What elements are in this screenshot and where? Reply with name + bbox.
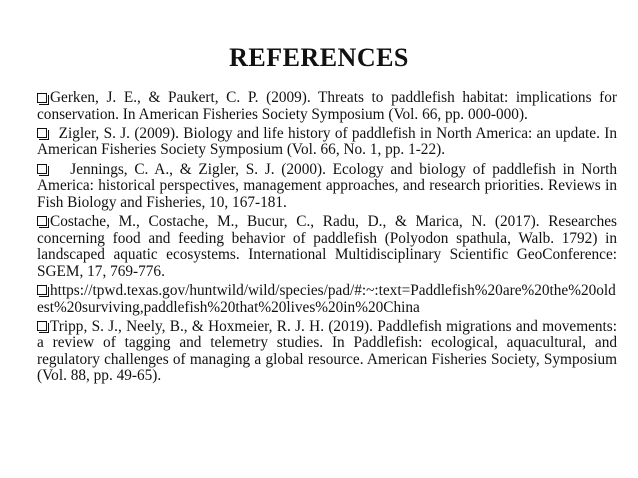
reference-text: Tripp, S. J., Neely, B., & Hoxmeier, R. J. H. (2019). Paddlefish migrations and movements: a review of tagging and telemetry studies. In Paddlefish: ecological, aquacultural, and regulatory challenges of managing a global resource. American Fisheries Society, Symposium (Vol. 88, pp. 49-65).	[37, 317, 617, 385]
reference-item	[37, 126, 617, 159]
reference-text: Gerken, J. E., & Paukert, C. P. (2009). Threats to paddlefish habitat: implications for conservation. In American Fisheries Society Symposium (Vol. 66, pp. 000-000).	[37, 89, 617, 123]
reference-list	[37, 90, 617, 388]
reference-item	[37, 162, 617, 212]
slide-title: REFERENCES	[229, 43, 409, 72]
reference-item	[37, 319, 617, 385]
reference-text: Jennings, C. A., & Zigler, S. J. (2000). Ecology and biology of paddlefish in North America: historical perspectives, management approaches, and research priorities. Reviews in Fish Biology and Fisheries, 10, 167-181.	[37, 160, 617, 211]
reference-item	[37, 214, 617, 280]
reference-text: Costache, M., Costache, M., Bucur, C., Radu, D., & Marica, N. (2017). Researches concerning food and feeding behavior of paddlefish (Polyodon spathula, Walb. 1792) in landscaped aquatic ecosystems. International Multidisciplinary Scientific GeoConference: SGEM, 17, 769-776.	[37, 212, 617, 280]
reference-item	[37, 283, 617, 316]
checkbox-bullet-icon	[37, 128, 47, 138]
checkbox-bullet-icon	[37, 216, 47, 226]
checkbox-bullet-icon	[37, 93, 47, 103]
reference-text: Zigler, S. J. (2009). Biology and life history of paddlefish in North America: an update. In American Fisheries Society Symposium (Vol. 66, No. 1, pp. 1-22).	[37, 124, 617, 159]
reference-item	[37, 90, 617, 123]
reference-link[interactable]: https://tpwd.texas.gov/huntwild/wild/species/pad/#:~:text=Paddlefish%20are%20the%20oldest%20surviving,paddlefish%20that%20lives%20in%20China	[37, 281, 616, 316]
checkbox-bullet-icon	[37, 321, 47, 331]
checkbox-bullet-icon	[37, 285, 47, 295]
checkbox-bullet-icon	[37, 164, 47, 174]
